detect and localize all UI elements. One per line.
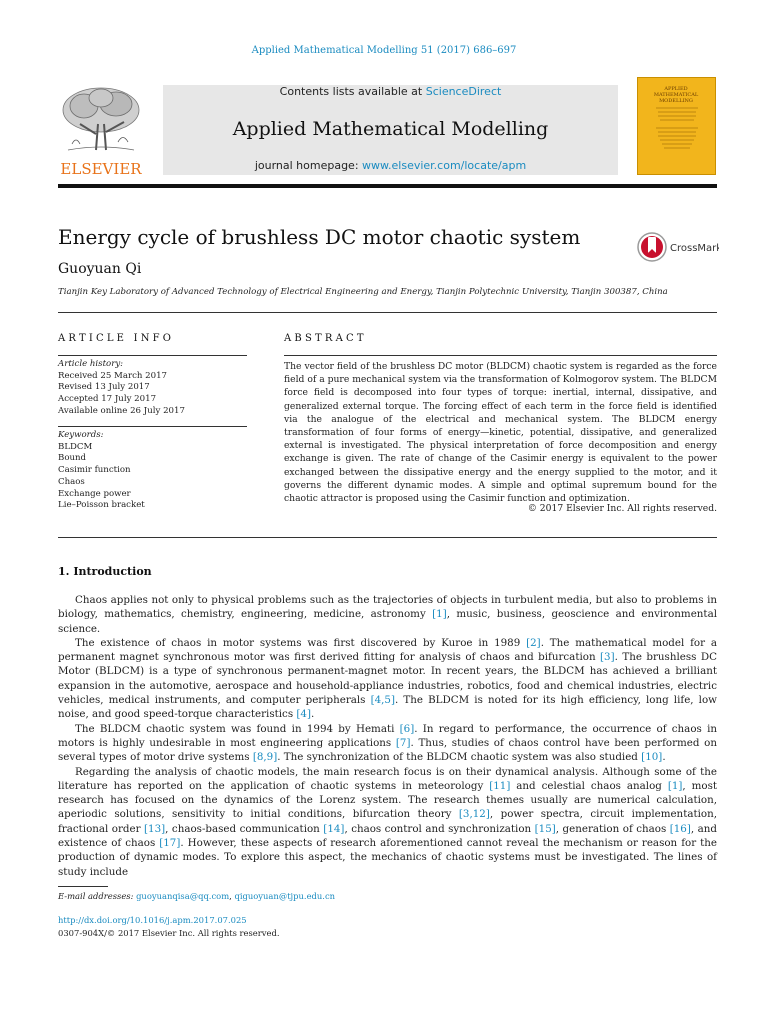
- text-run: . Thus, studies of chaos control have been performed on several types of motor drive systems: [58, 736, 717, 764]
- keywords-label: Keywords:: [58, 430, 104, 440]
- contents-availability: [163, 85, 618, 98]
- keyword-item: Chaos: [58, 476, 85, 487]
- contents-prefix: Contents lists available at: [279, 85, 426, 98]
- history-accepted: Accepted 17 July 2017: [58, 394, 157, 405]
- text-run: .: [662, 751, 666, 764]
- svg-text:ELSEVIER: ELSEVIER: [60, 160, 142, 178]
- intro-paragraph-2: [58, 636, 717, 722]
- citation-link[interactable]: [10]: [641, 751, 663, 764]
- journal-title: Applied Mathematical Modelling: [232, 118, 549, 140]
- cover-art-icon: [638, 78, 715, 174]
- keywords-list: [58, 430, 247, 512]
- citation-link[interactable]: [2]: [526, 636, 541, 649]
- text-run: . The synchronization of the BLDCM chaotic system was also studied: [277, 751, 642, 764]
- footnote-divider: [58, 886, 108, 887]
- author-name[interactable]: Guoyuan Qi: [58, 261, 142, 277]
- intro-paragraph-4: [58, 765, 717, 879]
- keyword-item: Exchange power: [58, 488, 131, 499]
- history-label: Article history:: [58, 359, 124, 369]
- citation-link[interactable]: [3]: [600, 651, 615, 664]
- text-run: , generation of chaos: [555, 822, 670, 835]
- article-info-heading: ARTICLE INFO: [58, 333, 175, 344]
- citation-link[interactable]: [11]: [489, 779, 511, 792]
- email-link-2[interactable]: qiguoyuan@tjpu.edu.cn: [234, 891, 336, 901]
- crossmark-icon: [637, 231, 719, 263]
- text-run: , chaos control and synchronization: [344, 822, 535, 835]
- citation-link[interactable]: [17]: [159, 837, 181, 850]
- title-divider: [58, 312, 717, 313]
- svg-text:CrossMark: CrossMark: [670, 243, 719, 254]
- doi-link[interactable]: http://dx.doi.org/10.1016/j.apm.2017.07.025: [58, 915, 247, 925]
- citation-link[interactable]: [3,12]: [458, 808, 490, 821]
- abstract-rule: [284, 355, 717, 356]
- abstract-divider: [58, 537, 717, 538]
- text-run: and celestial chaos analog: [510, 779, 668, 792]
- text-run: Regarding the analysis of chaotic models, the main research focus is on their dynamical analysis. Although some of the literature has reported on the application of chaotic systems in meteorology: [58, 765, 717, 792]
- text-run: . However, these aspects of research aforementioned cannot reveal the mechanism or reason for the production of dynamic modes. To explore this aspect, the mechanics of chaotic systems must be investigated. The lines of study include: [58, 837, 717, 878]
- email-separator: ,: [229, 891, 235, 901]
- citation-link[interactable]: [13]: [144, 822, 166, 835]
- text-run: The BLDCM chaotic system was found in 1994 by Hemati: [75, 722, 400, 735]
- abstract-heading: ABSTRACT: [284, 333, 367, 344]
- author-affiliation: Tianjin Key Laboratory of Advanced Technology of Electrical Engineering and Energy, Tianjin Polytechnic University, Tianjin 300387, China: [58, 287, 668, 297]
- citation-link[interactable]: [6]: [399, 722, 415, 735]
- email-footnote: [58, 891, 335, 901]
- history-revised: Revised 13 July 2017: [58, 382, 150, 393]
- text-run: . The mathematical model for a permanent magnet synchronous motor was first derived fitting for analysis of chaos and bifurcation: [58, 636, 717, 664]
- elsevier-logo[interactable]: [58, 84, 144, 178]
- text-run: , most research has focused on the dynamics of the Lorenz system. The research themes usually are numerical calculation, aperiodic solutions, sensitivity to initial conditions, bifurcation theory: [58, 779, 718, 821]
- text-run: Chaos applies not only to physical problems such as the trajectories of objects in turbulent media, but also to problems in biology, mathematics, chemistry, engineering, medicine, astronomy: [58, 594, 717, 621]
- cover-title-line-3: MODELLING: [659, 98, 693, 104]
- text-run: . The BLDCM is noted for its high efficiency, long life, low noise, and good speed-torque characteristics: [58, 694, 717, 721]
- elsevier-tree-icon: [58, 84, 144, 178]
- keyword-item: Bound: [58, 453, 87, 464]
- email-label: E-mail addresses:: [58, 891, 137, 901]
- issn-copyright: 0307-904X/© 2017 Elsevier Inc. All rights reserved.: [58, 928, 280, 938]
- intro-paragraph-1: [58, 593, 717, 636]
- sciencedirect-link[interactable]: ScienceDirect: [425, 85, 502, 98]
- text-run: .: [310, 708, 315, 721]
- article-info-rule: [58, 355, 247, 356]
- text-run: , chaos-based communication: [165, 822, 324, 835]
- keyword-item: Lie–Poisson bracket: [58, 500, 145, 511]
- history-received: Received 25 March 2017: [58, 370, 168, 381]
- journal-banner: [163, 85, 618, 175]
- keyword-item: Casimir function: [58, 465, 131, 476]
- text-run: . The brushless DC Motor (BLDCM) is a type of synchronous permanent-magnet motor. In recent years, the BLDCM has achieved a brilliant expansion in the automotive, aerospace and household-appliance industries, robotics, food and chemical industries, electric vehicles, medical instruments, and computer peripherals: [58, 651, 717, 707]
- journal-cover-thumbnail[interactable]: [637, 77, 716, 175]
- history-online: Available online 26 July 2017: [58, 405, 185, 416]
- citation-link[interactable]: [1]: [667, 779, 683, 792]
- citation-link[interactable]: [1]: [432, 608, 447, 621]
- intro-paragraph-3: [58, 722, 717, 765]
- cover-title-line-1: APPLIED: [664, 86, 688, 92]
- text-run: , power spectra, circuit implementation, fractional order: [58, 808, 718, 835]
- journal-homepage: [163, 159, 618, 172]
- citation-link[interactable]: [7]: [395, 736, 411, 749]
- abstract-copyright: © 2017 Elsevier Inc. All rights reserved.: [527, 503, 717, 514]
- citation-link[interactable]: [4,5]: [370, 694, 395, 707]
- citation-link[interactable]: [15]: [534, 822, 556, 835]
- introduction-body: [58, 593, 717, 879]
- citation-link[interactable]: [14]: [323, 822, 345, 835]
- crossmark-badge[interactable]: [637, 231, 719, 263]
- citation-link[interactable]: [4]: [296, 708, 311, 721]
- keyword-item: BLDCM: [58, 441, 93, 452]
- text-run: , music, business, geoscience and environmental science.: [58, 608, 717, 635]
- article-title: Energy cycle of brushless DC motor chaotic system: [58, 225, 581, 249]
- journal-citation-link[interactable]: Applied Mathematical Modelling 51 (2017) 686–697: [251, 45, 517, 56]
- cover-title-line-2: MATHEMATICAL: [653, 92, 699, 98]
- text-run: , and existence of chaos: [58, 822, 717, 850]
- citation-link[interactable]: [8,9]: [252, 751, 278, 764]
- keywords-rule: [58, 426, 247, 427]
- text-run: The existence of chaos in motor systems was first discovered by Kuroe in 1989: [75, 636, 527, 649]
- article-history: [58, 359, 247, 418]
- abstract-text: The vector field of the brushless DC motor (BLDCM) chaotic system is regarded as the force field of a pure mechanical system via the transformation of Kolmogorov system. The BLDCM force field is decomposed into four types of torque: inertial, internal, dissipative, and generalized external torque. The forcing effect of each term in the force field is identified via the analogue of the electrical and mechanical system. The BLDCM energy transformation of four forms of energy—kinetic, potential, dissipative, and generalized external is investigated. The physical interpretation of force decomposition and energy exchange is given. The rate of change of the Casimir energy is equivalent to the power exchanged between the dissipative energy and the energy supplied to the motor, and it governs the different dynamic modes. A simple and optimal supremum bound for the chaotic attractor is proposed using the Casimir function and optimization.: [284, 361, 717, 505]
- header-divider: [58, 184, 717, 188]
- email-link-1[interactable]: guoyuanqisa@qq.com: [136, 891, 230, 901]
- homepage-link[interactable]: www.elsevier.com/locate/apm: [362, 159, 527, 172]
- introduction-heading: 1. Introduction: [58, 565, 152, 578]
- citation-link[interactable]: [16]: [669, 822, 691, 835]
- text-run: . In regard to performance, the occurrence of chaos in motors is highly undesirable in most engineering applications: [58, 722, 717, 749]
- homepage-prefix: journal homepage:: [254, 159, 363, 172]
